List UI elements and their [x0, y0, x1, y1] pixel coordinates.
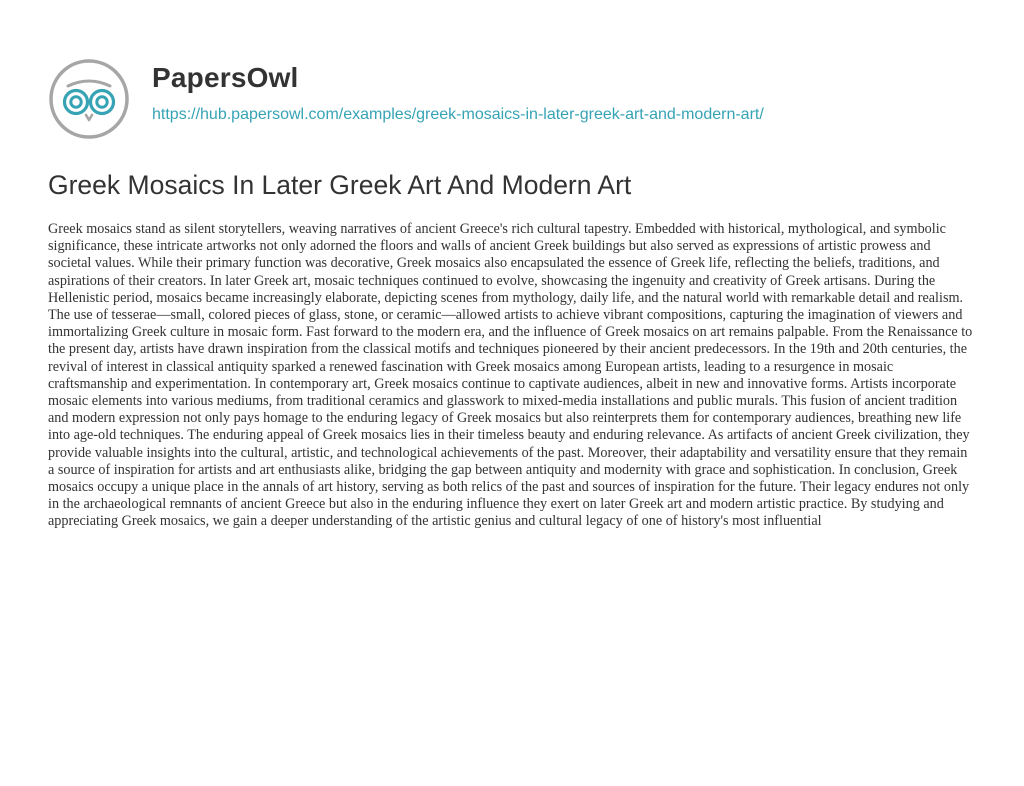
owl-eyes-icon	[48, 58, 130, 140]
brand-name: PapersOwl	[152, 62, 299, 93]
document-body: Greek mosaics stand as silent storytellers, weaving narratives of ancient Greece's rich cultural tapestry. Embedded with historical, mythological, and symbolic significance, these intricate artworks not only adorned the floors and walls of ancient Greek buildings but also served as expressions of artistic prowess and societal values. While their primary function was decorative, Greek mosaics also encapsulated the essence of Greek life, reflecting the beliefs, traditions, and aspirations of their creators. In later Greek art, mosaic techniques continued to evolve, showcasing the ingenuity and creativity of Greek artisans. During the Hellenistic period, mosaics became increasingly elaborate, depicting scenes from mythology, daily life, and the natural world with remarkable detail and realism. The use of tesserae—small, colored pieces of glass, stone, or ceramic—allowed artists to achieve vibrant compositions, capturing the imagination of viewers and immortalizing Greek culture in mosaic form. Fast forward to the modern era, and the influence of Greek mosaics on art remains palpable. From the Renaissance to the present day, artists have drawn inspiration from the classical motifs and techniques pioneered by their ancient predecessors. In the 19th and 20th centuries, the revival of interest in classical antiquity sparked a renewed fascination with Greek mosaics among European artists, leading to a resurgence in mosaic craftsmanship and experimentation. In contemporary art, Greek mosaics continue to captivate audiences, albeit in new and innovative forms. Artists incorporate mosaic elements into various mediums, from traditional ceramics and glasswork to mixed-media installations and public murals. This fusion of ancient tradition and modern expression not only pays homage to the enduring legacy of Greek mosaics but also reinterprets them for contemporary audiences, breathing new life into age-old techniques. The enduring appeal of Greek mosaics lies in their timeless beauty and enduring relevance. As artifacts of ancient Greek civilization, they provide valuable insights into the cultural, artistic, and technological achievements of the past. Moreover, their adaptability and versatility ensure that they remain a source of inspiration for artists and art enthusiasts alike, bridging the gap between antiquity and modernity with grace and sophistication. In conclusion, Greek mosaics occupy a unique place in the annals of art history, serving as both relics of the past and sources of inspiration for the future. Their legacy endures not only in the archaeological remnants of ancient Greece but also in the enduring influence they exert on later Greek art and modern artistic practice. By studying and appreciating Greek mosaics, we gain a deeper understanding of the artistic genius and cultural legacy of one of history's most influential	[48, 221, 973, 530]
source-url-link[interactable]: https://hub.papersowl.com/examples/greek-mosaics-in-later-greek-art-and-modern-art/	[152, 106, 764, 123]
header	[48, 58, 978, 138]
document-title: Greek Mosaics In Later Greek Art And Modern Art	[48, 170, 632, 200]
